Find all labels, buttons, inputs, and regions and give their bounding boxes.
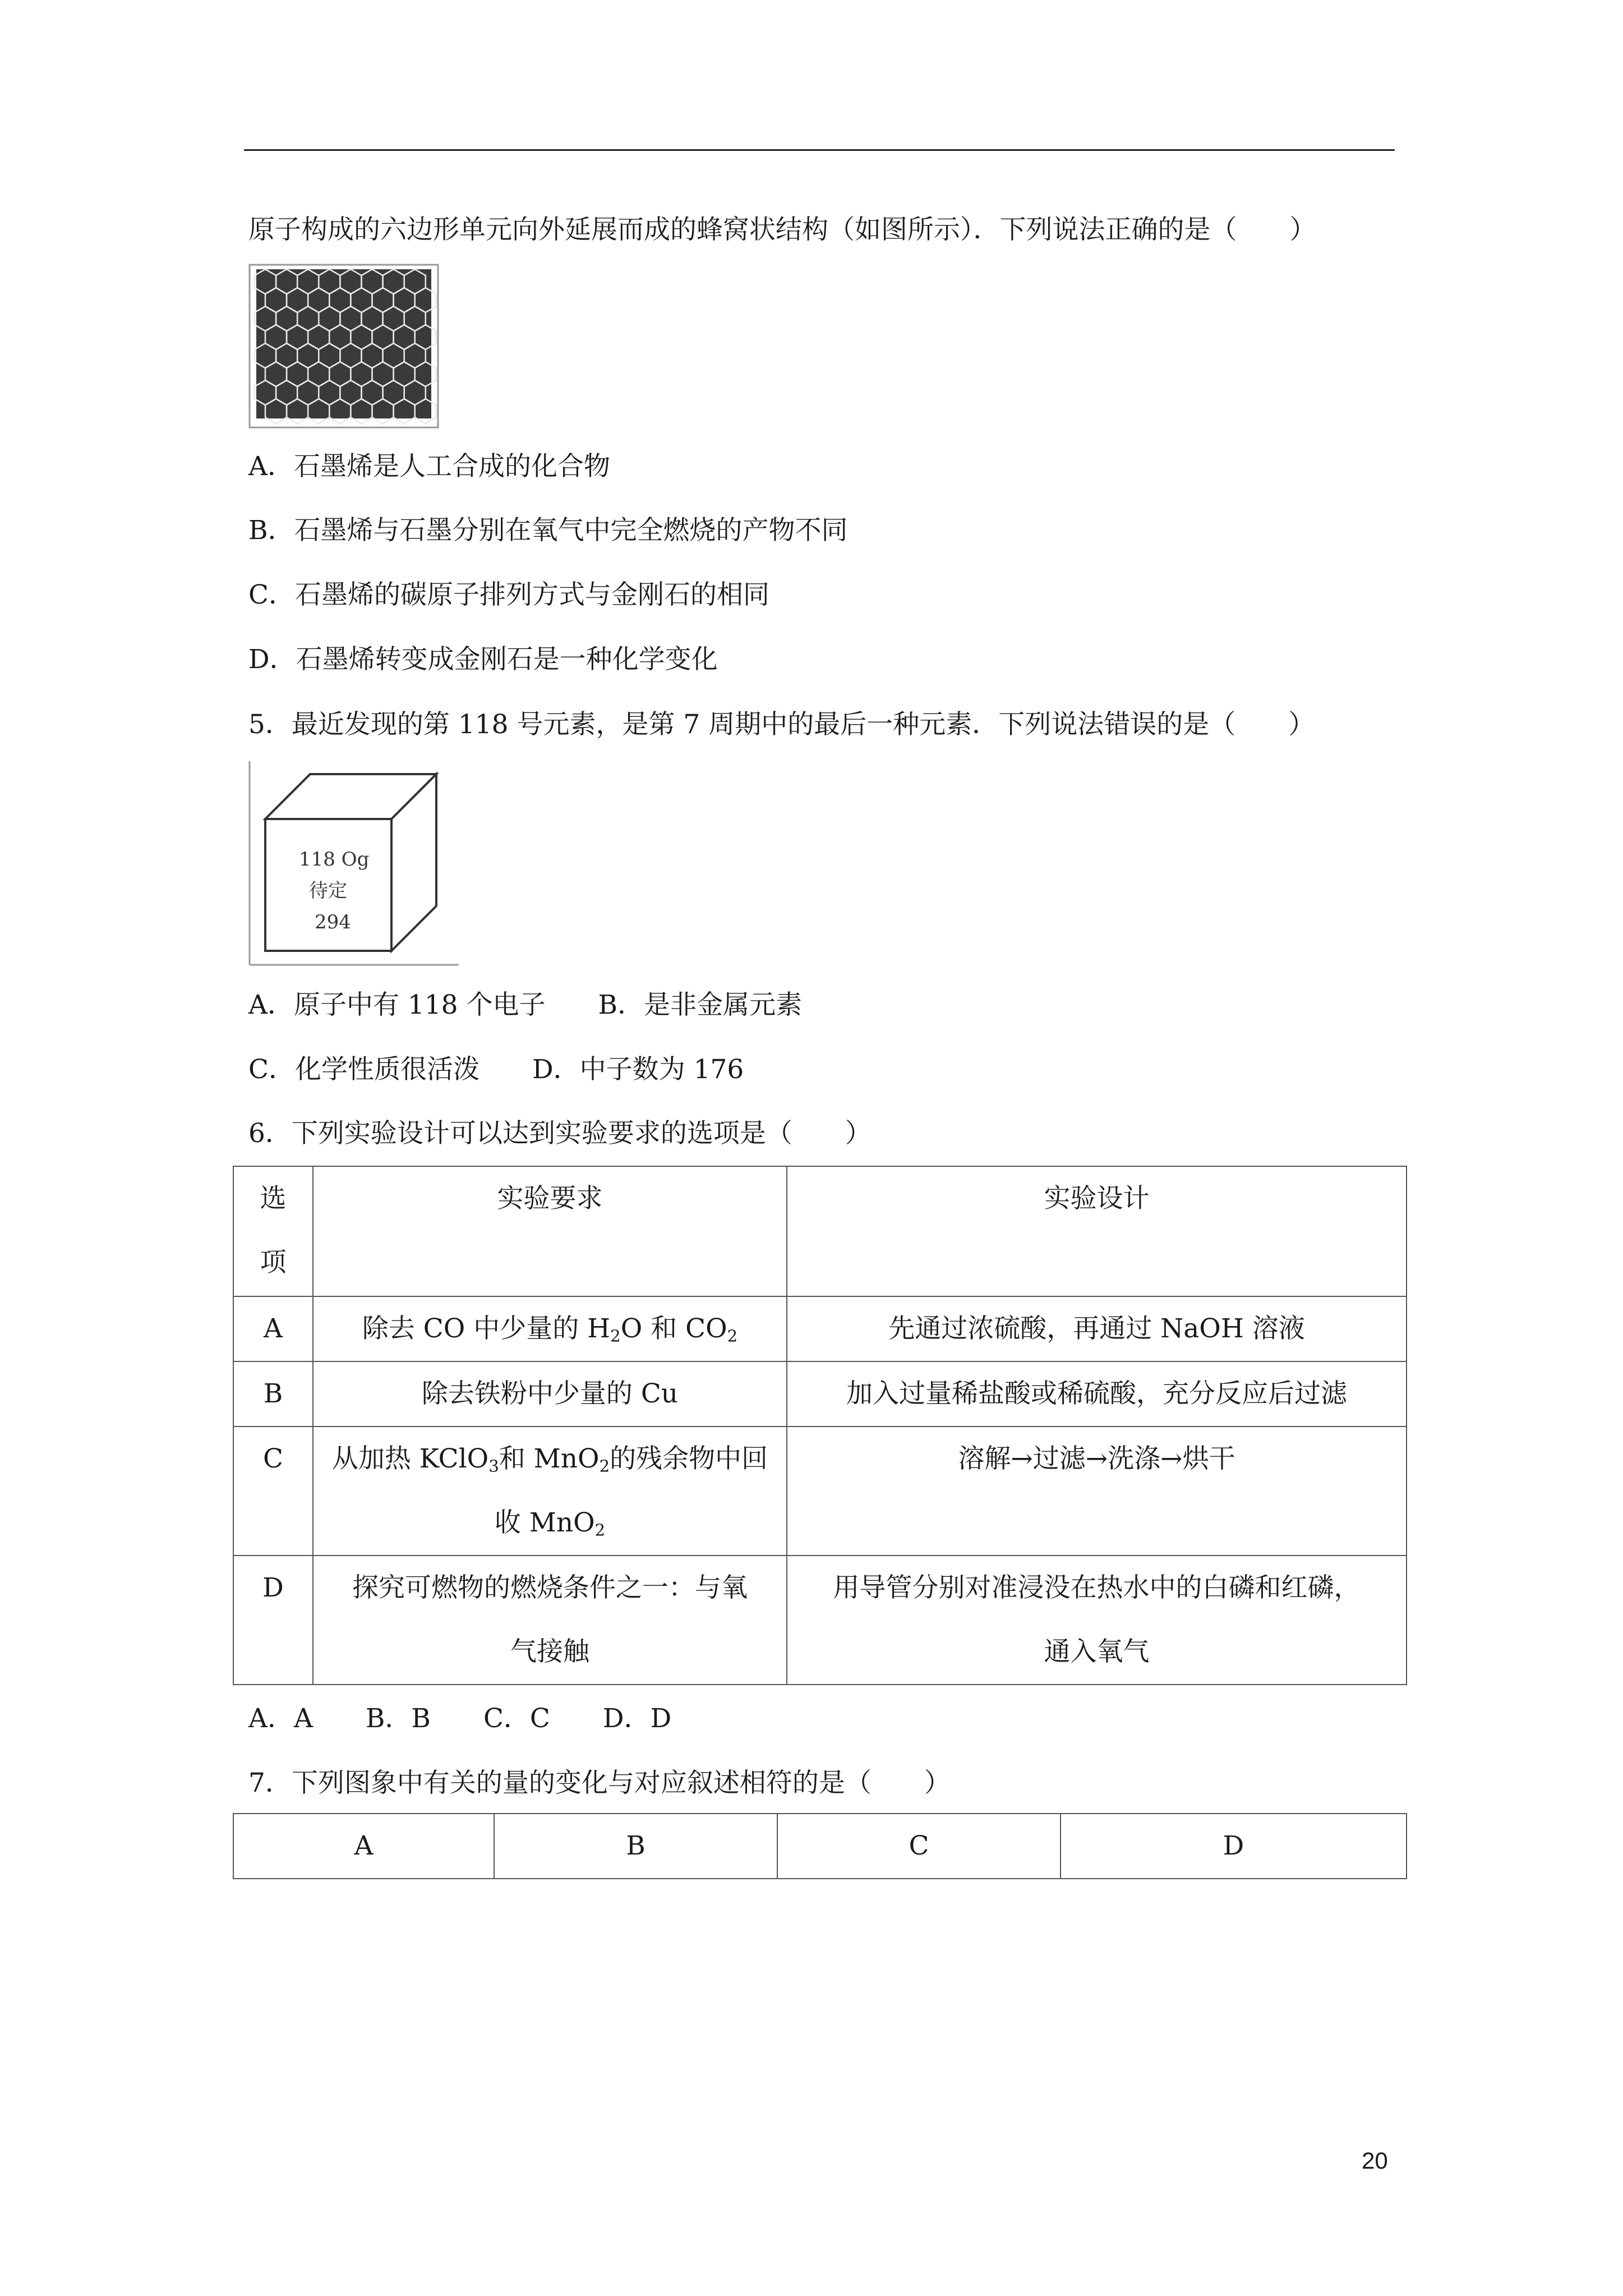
row-c-requirement: 从加热 KClO$_3$和 MnO$_2$的残余物中回 收 MnO$_2$ xyxy=(313,1427,787,1556)
element-card-figure xyxy=(248,760,462,968)
q5-options-row1: A．原子中有 118 个电子 B．是非金属元素 xyxy=(248,990,803,1020)
q7-header-d: D xyxy=(1061,1814,1407,1879)
q7-header-c: C xyxy=(777,1814,1061,1879)
header-requirement: 实验要求 xyxy=(313,1166,787,1296)
table-row xyxy=(233,1361,1407,1427)
graphene-figure xyxy=(248,264,445,432)
row-b-design: 加入过量稀盐酸或稀硫酸，充分反应后过滤 xyxy=(787,1361,1407,1427)
row-a-design: 先通过浓硫酸，再通过 NaOH 溶液 xyxy=(787,1296,1407,1361)
q5-stem: 5．最近发现的第 118 号元素，是第 7 周期中的最后一种元素．下列说法错误的是（ ） xyxy=(248,709,1315,740)
element-card-line1: 118 Og xyxy=(299,848,370,871)
q4-option-b: B．石墨烯与石墨分别在氧气中完全燃烧的产物不同 xyxy=(248,515,848,546)
q6-table xyxy=(233,1166,1407,1685)
q4-option-d: D．石墨烯转变成金刚石是一种化学变化 xyxy=(248,644,718,675)
row-b-requirement: 除去铁粉中少量的 Cu xyxy=(313,1361,787,1427)
q5-options-row2: C．化学性质很活泼 D．中子数为 176 xyxy=(248,1054,744,1085)
row-d-design: 用导管分别对准浸没在热水中的白磷和红磷， 通入氧气 xyxy=(787,1556,1407,1685)
header-rule xyxy=(244,149,1395,151)
table-row xyxy=(233,1166,1407,1296)
element-card-line2: 待定 xyxy=(309,880,347,902)
q7-header-b: B xyxy=(494,1814,777,1879)
row-a-option: A xyxy=(233,1296,313,1361)
page-number: 20 xyxy=(1362,2147,1388,2174)
table-row xyxy=(233,1296,1407,1361)
header-option-bottom: 项 xyxy=(260,1247,287,1278)
header-option xyxy=(233,1166,313,1296)
row-d-requirement: 探究可燃物的燃烧条件之一：与氧 气接触 xyxy=(313,1556,787,1685)
header-design: 实验设计 xyxy=(787,1166,1407,1296)
q6-stem: 6．下列实验设计可以达到实验要求的选项是（ ） xyxy=(248,1118,872,1149)
q4-option-a: A．石墨烯是人工合成的化合物 xyxy=(248,451,610,482)
table-row xyxy=(233,1556,1407,1685)
table-row xyxy=(233,1814,1407,1879)
table-row xyxy=(233,1427,1407,1556)
row-b-option: B xyxy=(233,1361,313,1427)
row-c-option: C xyxy=(233,1427,313,1556)
q7-table xyxy=(233,1813,1407,1879)
row-a-requirement: 除去 CO 中少量的 $H_2O$ 和 $CO_2$ xyxy=(313,1296,787,1361)
q4-option-c: C．石墨烯的碳原子排列方式与金刚石的相同 xyxy=(248,579,769,610)
q6-answer-options: A．A B．B C．C D．D xyxy=(248,1703,672,1734)
row-c-design: 溶解→过滤→洗涤→烘干 xyxy=(787,1427,1407,1556)
row-d-option: D xyxy=(233,1556,313,1685)
q7-stem: 7．下列图象中有关的量的变化与对应叙述相符的是（ ） xyxy=(248,1768,951,1798)
q7-header-a: A xyxy=(233,1814,494,1879)
element-card-line3: 294 xyxy=(315,911,351,933)
q4-stem: 原子构成的六边形单元向外延展而成的蜂窝状结构（如图所示）．下列说法正确的是（ ） xyxy=(248,214,1316,245)
header-option-top: 选 xyxy=(260,1183,287,1214)
